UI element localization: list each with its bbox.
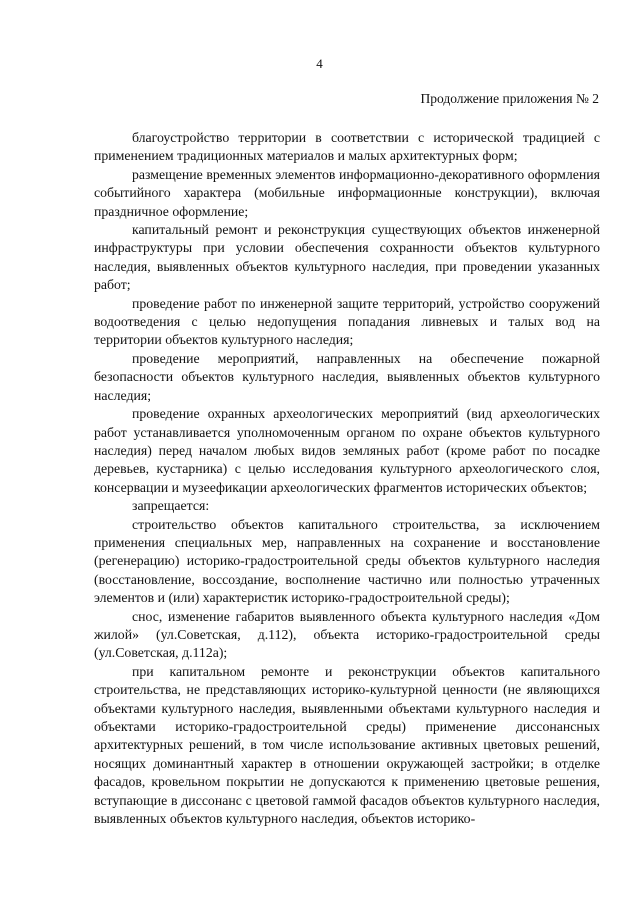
- paragraph-archaeology: проведение охранных археологических мероприятий (вид археологических работ устанавливается уполномоченным органом по охране объектов культурного наследия) перед началом любых видов земляных работ (кроме работ по посадке деревьев, кустарника) с целью исследования культурного археологического слоя, консервации и музеефикации археологических фрагментов исторических объектов;: [94, 406, 600, 495]
- page-number: 4: [316, 56, 323, 71]
- paragraph-temporary-elements: размещение временных элементов информационно-декоративного оформления событийного характера (мобильные информационные конструкции), включая праздничное оформление;: [94, 166, 600, 219]
- paragraph-fire-safety: проведение мероприятий, направленных на обеспечение пожарной безопасности объектов культурного наследия, выявленных объектов культурного наследия;: [94, 350, 600, 403]
- paragraph-demolition-ban: снос, изменение габаритов выявленного объекта культурного наследия «Дом жилой» (ул.Советская, д.112), объекта историко-градостроительной среды (ул.Советская, д.112а);: [94, 608, 600, 661]
- paragraph-engineering-protection: проведение работ по инженерной защите территорий, устройство сооружений водоотведения с целью недопущения попадания ливневых и талых вод на территории объектов культурного наследия;: [94, 295, 600, 348]
- appendix-continuation-note: Продолжение приложения № 2: [420, 91, 599, 106]
- paragraph-landscaping: благоустройство территории в соответствии с исторической традицией с применением традиционных материалов и малых архитектурных форм;: [94, 130, 600, 164]
- document-body: [94, 129, 600, 828]
- paragraph-dissonant-solutions: при капитальном ремонте и реконструкции объектов капитального строительства, не представляющих историко-культурной ценности (не являющихся объектами культурного наследия, выявленными объектами культурного наследия и объектами историко-градостроительной среды) применение диссонансных архитектурных решений, в том числе использование активных цветовых решений, носящих доминантный характер в отношении окружающей застройки; в отделке фасадов, кровельном покрытии не допускаются к применению цветовые решения, вступающие в диссонанс с цветовой гаммой фасадов объектов культурного наследия, выявленных объектов культурного наследия, объектов историко-: [94, 663, 600, 827]
- paragraph-infrastructure-repair: капитальный ремонт и реконструкция существующих объектов инженерной инфраструктуры при условии обеспечения сохранности объектов культурного наследия, выявленных объектов культурного наследия, при проведении указанных работ;: [94, 222, 600, 293]
- paragraph-prohibited-heading: запрещается:: [132, 498, 210, 514]
- paragraph-construction-ban: строительство объектов капитального строительства, за исключением применения специальных мер, направленных на сохранение и восстановление (регенерацию) историко-градостроительной среды объектов культурного наследия (восстановление, воссоздание, восполнение частично или полностью утраченных элементов и (или) характеристик историко-градостроительной среды);: [94, 516, 600, 606]
